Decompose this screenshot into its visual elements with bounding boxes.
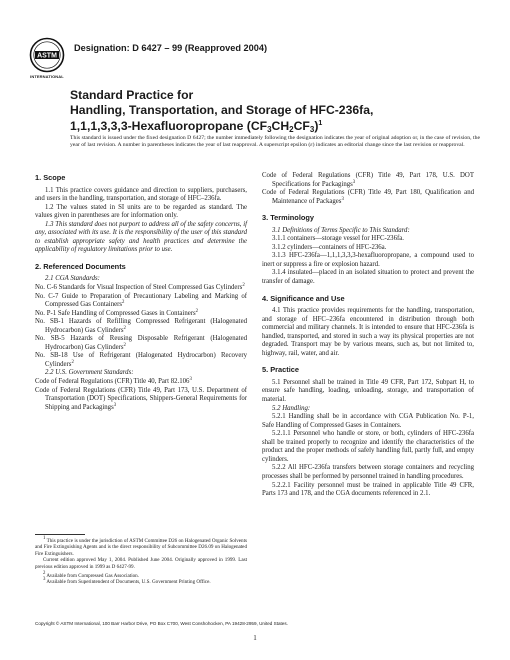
para-3-1-3: 3.1.3 HFC-236fa—1,1,1,3,3,3-hexafluoropropane, a compound used to inert or suppress a fire or explosion hazard. (262, 252, 474, 268)
section-heading-practice: 5. Practice (262, 365, 299, 375)
para-5-2-1-1: 5.2.1.1 Personnel who handle or store, or both, cylinders of HFC-236fa shall be trained properly to recognize and identify the characteristics of the product and the proper methods of safely handling full, partly full, and empty cylinders. (262, 430, 474, 463)
footnote-1b: Current edition approved May 1, 2004. Published June 2004. Originally approved in 1999. Last previous edition approved in 1999 as D 6427-99. (35, 557, 247, 570)
para-2-1: 2.1 CGA Standards: (45, 275, 100, 283)
left-column (35, 174, 247, 412)
para-3-1-1: 3.1.1 containers—storage vessel for HFC-236fa. (272, 235, 404, 243)
para-3-1-4: 3.1.4 insulated—placed in an isolated situation to protect and prevent the transfer of damage. (262, 269, 474, 286)
logo-caption: INTERNATIONAL (30, 74, 64, 79)
copyright-line: Copyright © ASTM International, 100 Barr Harbor Drive, PO Box C700, West Conshohocken, PA 19428-2959, United States. (35, 621, 288, 626)
para-5-1: 5.1 Personnel shall be trained in Title 49 CFR, Part 172, Subpart H, to ensure safe handling, loading, unloading, storage, and transportation of material. (262, 378, 474, 404)
para-1-1: 1.1 This practice covers guidance and direction to suppliers, purchasers, and users in the handling, transportation, and storage of HFC–236fa. (35, 186, 247, 203)
right-column (262, 172, 474, 499)
svg-text:ASTM: ASTM (37, 52, 57, 60)
astm-logo (29, 37, 65, 73)
footnote-1: $^1$ This practice is under the jurisdiction of ASTM Committee D26 on Halogenated Organic Solvents and Fire Extinguishing Agents and is the direct responsibility of Subcommittee D26.09 on Halogenated Fire Extinguishers. (35, 536, 247, 557)
title-line-2: Handling, Transportation, and Storage of HFC-236fa, (70, 102, 374, 117)
section-heading-significance: 4. Significance and Use (262, 293, 345, 303)
astm-logo-icon (29, 37, 65, 73)
ref-cfr-49-178: Code of Federal Regulations (CFR) Title 49, Part 178, U.S. DOT Specifications for Packagings$^3$ (262, 172, 474, 188)
ref-cga-c7: No. C-7 Guide to Preparation of Precautionary Labeling and Marking of Compressed Gas Containers$^2$ (35, 292, 247, 309)
para-5-2-2: 5.2.2 All HFC-236fa transfers between storage containers and recycling processes shall be performed by personnel trained in handling procedures. (262, 464, 474, 480)
ref-cga-p1: No. P-1 Safe Handling of Compressed Gases in Containers$^2$ (35, 308, 199, 317)
ref-cga-c6: No. C-6 Standards for Visual Inspection of Steel Compressed Gas Cylinders$^2$ (35, 283, 245, 292)
para-1-3: 1.3 This standard does not purport to address all of the safety concerns, if any, associated with its use. It is the responsibility of the user of this standard to establish appropriate safety and health practices and determine the applicability of regulatory limitations prior to use. (35, 220, 247, 254)
para-5-2: 5.2 Handling: (272, 404, 311, 412)
footnote-3: $^3$ Available from Superintendent of Documents, U.S. Government Printing Office. (43, 577, 211, 586)
para-1-2: 1.2 The values stated in SI units are to be regarded as standard. The values given in parentheses are for information only. (35, 203, 247, 220)
para-5-2-2-1: 5.2.2.1 Facility personnel must be trained in applicable Title 49 CFR, Parts 173 and 178, and the CGA documents referenced in 2.1. (262, 481, 474, 498)
title-line-1: Standard Practice for (70, 88, 194, 102)
ref-cfr-40: Code of Federal Regulations (CFR) Title 40, Part 82.106$^3$ (35, 377, 192, 386)
ref-cga-sb18: No. SB-18 Use of Refrigerant (Halogenated Hydrocarbon) Recovery Cylinders$^2$ (35, 352, 247, 368)
document-title (70, 88, 490, 138)
ref-cfr-49-173: Code of Federal Regulations (CFR) Title 49, Part 173, U.S. Department of Transportation (DOT) Specifications, Shippers-General Requirements for Shipping and Packagings$^3$ (35, 386, 247, 411)
ref-cga-sb5: No. SB-5 Hazards of Reusing Disposable Refrigerant (Halogenated Hydrocarbon) Gas Cylinders$^2$ (35, 335, 247, 351)
section-heading-referenced-documents: 2. Referenced Documents (35, 261, 126, 271)
page-number: 1 (253, 634, 257, 642)
title-line-3: 1,1,1,3,3,3-Hexafluoropropane $(CF_3CH_2CF_3)^1$ (70, 119, 323, 134)
para-5-2-1: 5.2.1 Handling shall be in accordance with CGA Publication No. P-1, Safe Handling of Compressed Gases in Containers. (262, 413, 474, 429)
section-heading-terminology: 3. Terminology (262, 213, 315, 223)
standard-notice: This standard is issued under the fixed designation D 6427; the number immediately following the designation indicates the year of original adoption or, in the case of revision, the year of last revision. A number in parentheses indicates the year of last reapproval. A superscript epsilon (ε) indicates an editorial change since the last revision or reapproval. (70, 135, 480, 149)
para-4-1: 4.1 This practice provides requirements for the handling, transportation, and storage of HFC–236fa encountered in distribution through both commercial and military channels. It is intended to ensure that HFC-236fa is handled, transported, and stored in such a way its physical properties are not degraded. Transport may be by various means, such as, but not limited to, highway, rail, water, and air. (262, 307, 474, 357)
section-heading-scope: 1. Scope (35, 173, 66, 182)
ref-cga-sb1: No. SB-1 Hazards of Refilling Compressed Refrigerant (Halogenated Hydrocarbon) Gas Cylinders$^2$ (35, 318, 247, 334)
ref-cfr-49-180: Code of Federal Regulations (CFR) Title 49, Part 180, Qualification and Maintenance of Packages$^3$ (262, 189, 474, 205)
footnote-2: $^2$ Available from Compressed Gas Association. (43, 571, 139, 580)
footnotes (35, 538, 247, 586)
para-3-1: 3.1 Definitions of Terms Specific to This Standard: (272, 226, 410, 234)
para-3-1-2: 3.1.2 cylinders—containers of HFC-236a. (272, 243, 387, 251)
footnote-rule (35, 534, 85, 535)
para-2-2: 2.2 U.S. Government Standards: (45, 369, 134, 377)
designation: Designation: D 6427 – 99 (Reapproved 2004) (74, 43, 268, 53)
